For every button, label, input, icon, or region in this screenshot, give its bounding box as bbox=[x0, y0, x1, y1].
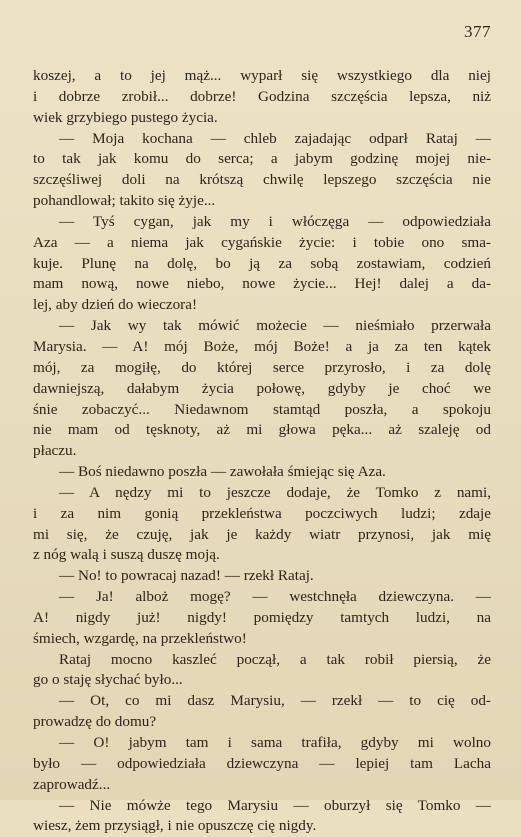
text-line: Rataj mocno kaszleć począł, a tak robił piersią, że bbox=[59, 650, 491, 668]
text-line: — Jak wy tak mówić możecie — nieśmiało przerwała bbox=[59, 317, 491, 335]
text-line: wiek grzybiego pustego życia. bbox=[33, 108, 218, 126]
text-line: — A nędzy mi to jeszcze dodaje, że Tomko z nami, bbox=[59, 483, 491, 501]
text-line: i dobrze zrobił... dobrze! Godzina szczęścia lepsza, niż bbox=[33, 87, 491, 105]
text-line: było — odpowiedziała dziewczyna — lepiej tam Lacha bbox=[33, 754, 491, 772]
text-line: kuje. Plunę na dolę, bo ją za sobą zostawiam, codzień bbox=[33, 254, 491, 272]
text-line: zaprowadź... bbox=[33, 775, 111, 793]
text-line: lej, aby dzień do wieczora! bbox=[33, 296, 198, 314]
text-line: pohandlował; takito się żyje... bbox=[33, 192, 216, 210]
text-line: mój, za mogiłę, do której serce przyrosło, i za dolę bbox=[33, 358, 491, 376]
text-line: śmiech, wzgardę, na przekleństwo! bbox=[33, 629, 247, 647]
text-line: mam nową, nowe niebo, nowe życie... Hej! dalej a da- bbox=[33, 275, 491, 293]
text-line: — Boś niedawno poszła — zawołała śmiejąc się Aza. bbox=[59, 463, 386, 481]
text-line: płaczu. bbox=[33, 442, 77, 460]
text-line: go o staję słychać było... bbox=[33, 671, 183, 689]
text-line: Aza — a niema jak cygańskie życie: i tobie ono sma- bbox=[33, 233, 491, 251]
text-line: — O! jabym tam i sama trafiła, gdyby mi wolno bbox=[59, 734, 491, 751]
text-line: mi się, że czuję, jak je każdy wiatr przynosi, jak mię bbox=[33, 525, 491, 543]
text-line: śnie zobaczyć... Niedawnom stamtąd poszła, a spokoju bbox=[33, 400, 491, 418]
text-line: prowadzę do domu? bbox=[33, 713, 157, 731]
text-line: nie mam od tęsknoty, aż mi głowa pęka... aż szaleję od bbox=[33, 421, 491, 439]
text-line: — Nie mówże tego Marysiu — oburzył się Tomko — bbox=[59, 796, 491, 814]
page-number: 377 bbox=[464, 22, 491, 41]
text-line: — Tyś cygan, jak my i włóczęga — odpowiedziała bbox=[59, 212, 491, 230]
text-line: koszej, a to jej mąż... wyparł się wszystkiego dla niej bbox=[33, 67, 491, 84]
text-line: wiesz, żem przysiągł, i nie opuszczę cię nigdy. bbox=[33, 817, 317, 835]
text-line: — Ot, co mi dasz Marysiu, — rzekł — to cię od- bbox=[59, 692, 491, 710]
text-line: — No! to powracaj nazad! — rzekł Rataj. bbox=[59, 567, 314, 585]
text-line: dawniejszą, dałabym życia połowę, gdyby je choć we bbox=[33, 379, 491, 397]
text-line: — Ja! alboż mogę? — westchnęła dziewczyna. — bbox=[59, 588, 491, 606]
text-line: z nóg walą i suszą duszę moją. bbox=[33, 546, 220, 564]
text-line: szczęśliwej doli na krótszą chwilę lepszego szczęścia nie bbox=[33, 171, 491, 189]
text-line: to tak jak komu do serca; a jabym godzinę mojej nie- bbox=[33, 150, 491, 168]
text-line: Marysia. — A! mój Boże, mój Boże! a ja za ten kątek bbox=[33, 337, 491, 355]
page-text bbox=[33, 66, 491, 837]
text-line: A! nigdy już! nigdy! pomiędzy tamtych ludzi, na bbox=[33, 608, 491, 626]
text-line: — Moja kochana — chleb zajadając odparł Rataj — bbox=[59, 129, 491, 147]
text-line: i za nim gonią przekleństwa poczciwych ludzi; zdaje bbox=[33, 504, 491, 522]
